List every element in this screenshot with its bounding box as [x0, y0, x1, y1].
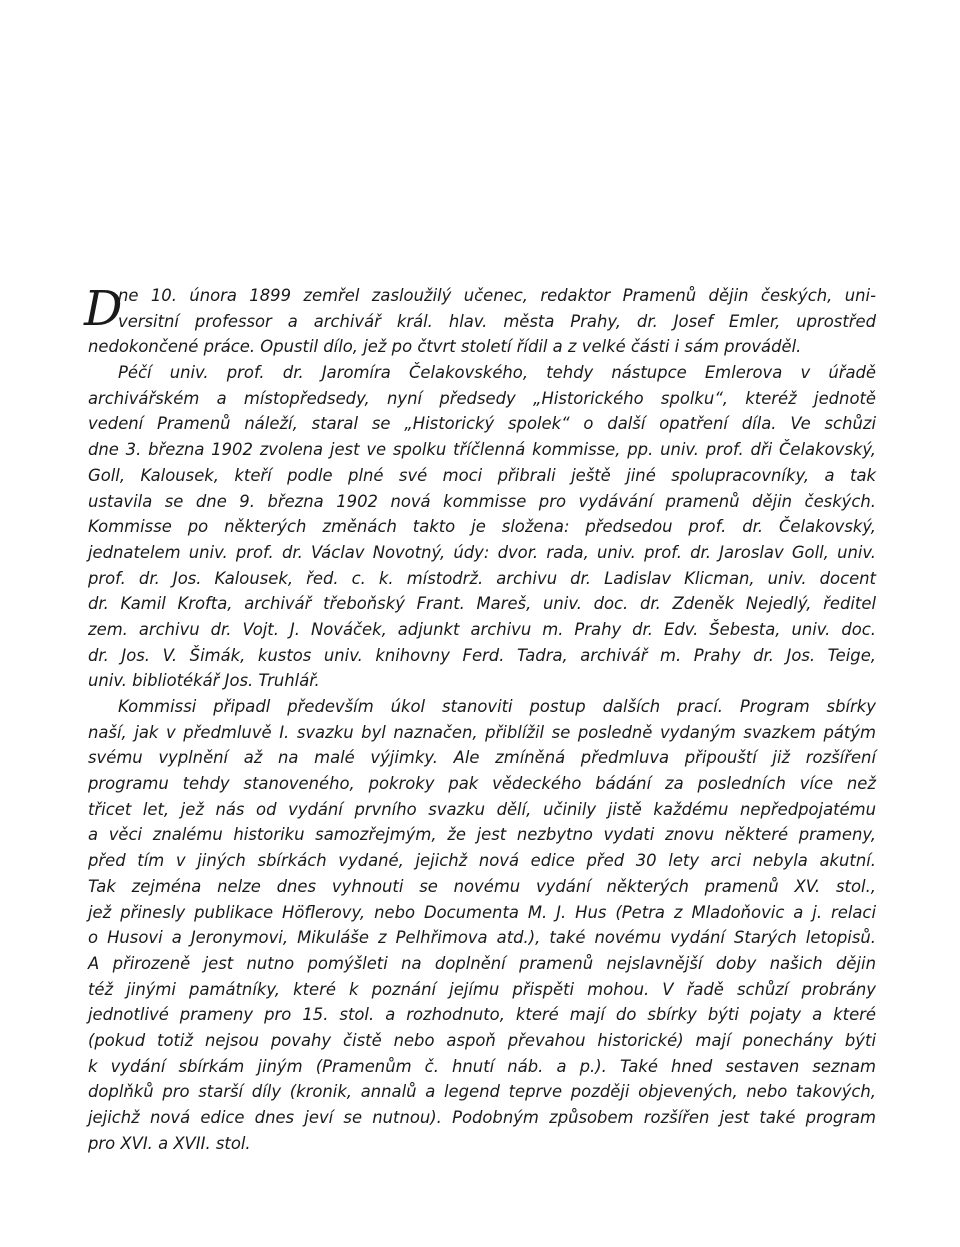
paragraph-3	[88, 694, 876, 1156]
text-line: Goll, Kalousek, kteří podle plné své moci přibrali ještě jiné spolupracovníky, a tak	[88, 465, 876, 485]
text-line: Tak zejména nelze dnes vyhnouti se novému vydání některých pramenů XV. stol.,	[88, 876, 876, 896]
text-line: ne 10. února 1899 zemřel zasloužilý učenec, redaktor Pramenů dějin českých, uni-	[118, 286, 876, 305]
text-line: ustavila se dne 9. března 1902 nová kommisse pro vydávání pramenů dějin českých.	[88, 491, 876, 511]
text-line: třicet let, jež nás od vydání prvního svazku dělí, učinily jistě každému nepředpojatému	[88, 799, 876, 819]
text-line: a věci znalému historiku samozřejmým, že jest nezbytno vydati znovu některé prameny,	[88, 825, 876, 845]
text-line: Kommissi připadl především úkol stanoviti postup dalších prací. Program sbírky	[118, 697, 876, 716]
text-line: naší, jak v předmluvě I. svazku byl naznačen, přiblížil se posledně vydaným svazkem pátým	[88, 722, 876, 742]
text-line: univ. bibliotékář Jos. Truhlář.	[88, 671, 320, 691]
drop-cap: D	[84, 281, 123, 337]
paragraph-1	[88, 283, 876, 360]
text-line: archivářském a místopředsedy, nyní předsedy „Historického spolku“, kteréž jednotě	[88, 388, 876, 408]
text-line: jednotlivé prameny pro 15. stol. a rozhodnuto, které mají do sbírky býti pojaty a které	[88, 1005, 876, 1025]
text-line: vedení Pramenů náleží, staral se „Historický spolek“ o další opatření díla. Ve schůzi	[88, 414, 876, 434]
text-line: svému vyplnění až na malé výjimky. Ale zmíněná předmluva připouští již rozšíření	[88, 748, 876, 768]
text-line: programu tehdy stanoveného, pokroky pak vědeckého bádání za posledních více než	[88, 774, 876, 794]
text-line: pro XVI. a XVII. stol.	[88, 1133, 251, 1153]
paragraph-2	[88, 360, 876, 694]
text-line: doplňků pro starší díly (kronik, annalů a legend teprve později objevených, nebo takových,	[88, 1082, 876, 1102]
text-line: o Husovi a Jeronymovi, Mikuláše z Pelhřimova atd.), také novému vydání Starých letopisů.	[88, 928, 876, 948]
text-line: nedokončené práce. Opustil dílo, jež po čtvrt století řídil a z velké části i sám prováděl.	[88, 337, 802, 357]
text-line: prof. dr. Jos. Kalousek, řed. c. k. místodrž. archivu dr. Ladislav Klicman, univ. docent	[88, 568, 876, 588]
text-line: jejichž nová edice dnes jeví se nutnou). Podobným způsobem rozšířen jest také program	[88, 1108, 876, 1127]
text-line: dr. Jos. V. Šimák, kustos univ. knihovny Ferd. Tadra, archivář m. Prahy dr. Jos. Teige,	[88, 645, 876, 665]
text-line: dr. Kamil Krofta, archivář třeboňský Frant. Mareš, univ. doc. dr. Zdeněk Nejedlý, ředitel	[88, 594, 876, 614]
text-line: k vydání sbírkám jiným (Pramenům č. hnutí náb. a p.). Také hned sestaven seznam	[88, 1056, 876, 1076]
text-line: versitní professor a archivář král. hlav. města Prahy, dr. Josef Emler, uprostřed	[118, 311, 876, 331]
text-line: jež přinesly publikace Höflerovy, nebo Documenta M. J. Hus (Petra z Mladoňovic a j. relaci	[88, 902, 876, 922]
body-text	[84, 281, 876, 1156]
text-line: Péčí univ. prof. dr. Jaromíra Čelakovského, tehdy nástupce Emlerova v úřadě	[118, 363, 876, 383]
text-line: zem. archivu dr. Vojt. J. Nováček, adjunkt archivu m. Prahy dr. Edv. Šebesta, univ. doc.	[88, 619, 876, 639]
text-line: před tím v jiných sbírkách vydané, jejichž nová edice před 30 lety arci nebyla akutní.	[88, 851, 876, 871]
text-line: Kommisse po některých změnách takto je složena: předsedou prof. dr. Čelakovský,	[88, 517, 876, 537]
text-line: (pokud totiž nejsou povahy čistě nebo aspoň převahou historické) mají ponechány býti	[88, 1030, 876, 1050]
text-line: též jinými památníky, které k poznání jejímu přispěti mohou. V řadě schůzí probrány	[88, 979, 876, 999]
text-line: A přirozeně jest nutno pomýšleti na doplnění pramenů nejslavnější doby našich dějin	[88, 953, 876, 973]
text-line: jednatelem univ. prof. dr. Václav Novotný, údy: dvor. rada, univ. prof. dr. Jaroslav Goll, univ.	[88, 542, 876, 562]
text-line: dne 3. března 1902 zvolena jest ve spolku tříčlenná kommisse, pp. univ. prof. dři Čelakovský,	[88, 440, 876, 460]
